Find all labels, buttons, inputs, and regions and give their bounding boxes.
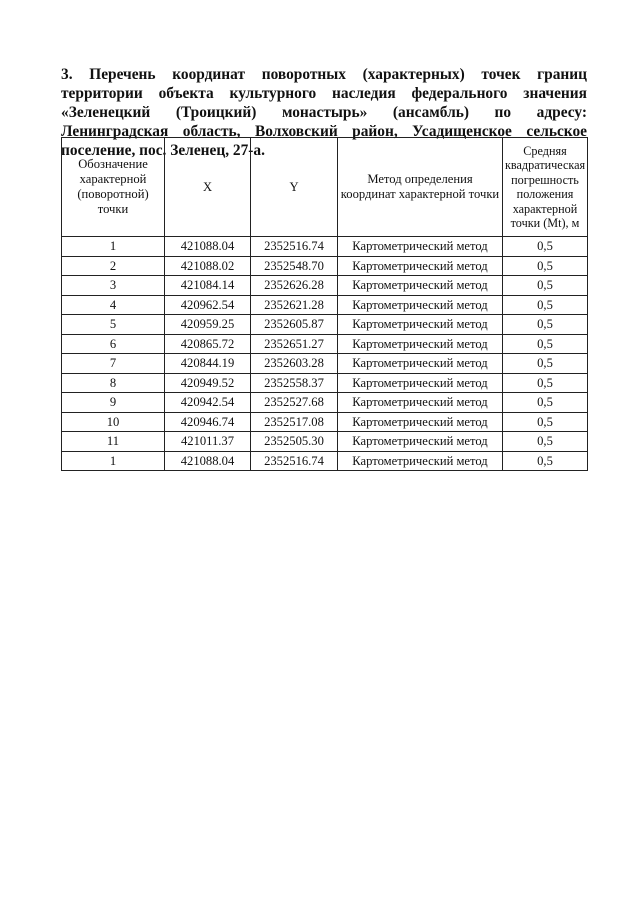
- cell-point: 1: [62, 451, 165, 471]
- table-row: [62, 432, 588, 452]
- table-row: [62, 256, 588, 276]
- cell-x: 421084.14: [165, 276, 251, 296]
- cell-point: 8: [62, 373, 165, 393]
- cell-point: 9: [62, 393, 165, 413]
- cell-error: 0,5: [503, 432, 588, 452]
- cell-method: Картометрический метод: [338, 354, 503, 374]
- cell-method: Картометрический метод: [338, 393, 503, 413]
- cell-error: 0,5: [503, 373, 588, 393]
- section-heading: 3. Перечень координат поворотных (характерных) точек границ территории объекта культурного наследия федерального значения «Зеленецкий (Троицкий) монастырь» (ансамбль) по адресу: Ленинградская область, Волховский район, Усадищенское сельское поселение, пос. Зеленец, 27-а.: [61, 66, 587, 160]
- cell-y: 2352605.87: [251, 315, 338, 335]
- table-row: [62, 354, 588, 374]
- table-row: [62, 276, 588, 296]
- cell-error: 0,5: [503, 393, 588, 413]
- cell-point: 5: [62, 315, 165, 335]
- cell-method: Картометрический метод: [338, 295, 503, 315]
- cell-error: 0,5: [503, 276, 588, 296]
- coordinates-table: [61, 137, 588, 471]
- table-row: [62, 334, 588, 354]
- cell-method: Картометрический метод: [338, 373, 503, 393]
- cell-x: 420865.72: [165, 334, 251, 354]
- cell-x: 421011.37: [165, 432, 251, 452]
- table-row: [62, 237, 588, 257]
- cell-point: 6: [62, 334, 165, 354]
- cell-y: 2352517.08: [251, 412, 338, 432]
- cell-method: Картометрический метод: [338, 334, 503, 354]
- cell-x: 420946.74: [165, 412, 251, 432]
- cell-y: 2352558.37: [251, 373, 338, 393]
- cell-x: 420942.54: [165, 393, 251, 413]
- cell-method: Картометрический метод: [338, 315, 503, 335]
- cell-error: 0,5: [503, 334, 588, 354]
- cell-y: 2352505.30: [251, 432, 338, 452]
- cell-y: 2352527.68: [251, 393, 338, 413]
- cell-error: 0,5: [503, 451, 588, 471]
- cell-error: 0,5: [503, 412, 588, 432]
- cell-x: 421088.02: [165, 256, 251, 276]
- cell-method: Картометрический метод: [338, 432, 503, 452]
- cell-point: 1: [62, 237, 165, 257]
- header-x: X: [165, 138, 251, 237]
- cell-y: 2352516.74: [251, 451, 338, 471]
- table-row: [62, 373, 588, 393]
- cell-x: 420949.52: [165, 373, 251, 393]
- cell-x: 421088.04: [165, 451, 251, 471]
- cell-y: 2352548.70: [251, 256, 338, 276]
- table-row: [62, 315, 588, 335]
- cell-error: 0,5: [503, 295, 588, 315]
- cell-error: 0,5: [503, 256, 588, 276]
- cell-point: 11: [62, 432, 165, 452]
- cell-y: 2352516.74: [251, 237, 338, 257]
- table-row: [62, 393, 588, 413]
- cell-error: 0,5: [503, 315, 588, 335]
- table-body: [62, 237, 588, 471]
- cell-x: 420962.54: [165, 295, 251, 315]
- cell-error: 0,5: [503, 354, 588, 374]
- header-method: Метод определения координат характерной точки: [338, 138, 503, 237]
- cell-method: Картометрический метод: [338, 276, 503, 296]
- cell-method: Картометрический метод: [338, 256, 503, 276]
- cell-y: 2352603.28: [251, 354, 338, 374]
- cell-point: 3: [62, 276, 165, 296]
- cell-y: 2352626.28: [251, 276, 338, 296]
- table-header-row: [62, 138, 588, 237]
- cell-point: 7: [62, 354, 165, 374]
- cell-method: Картометрический метод: [338, 412, 503, 432]
- cell-y: 2352651.27: [251, 334, 338, 354]
- cell-x: 420844.19: [165, 354, 251, 374]
- cell-point: 2: [62, 256, 165, 276]
- header-point: Обозначение характерной (поворотной) точки: [62, 138, 165, 237]
- table-row: [62, 451, 588, 471]
- cell-point: 10: [62, 412, 165, 432]
- cell-x: 421088.04: [165, 237, 251, 257]
- table-row: [62, 412, 588, 432]
- header-error: Средняя квадратическая погрешность положения характерной точки (Mt), м: [503, 138, 588, 237]
- cell-x: 420959.25: [165, 315, 251, 335]
- cell-method: Картометрический метод: [338, 451, 503, 471]
- cell-point: 4: [62, 295, 165, 315]
- header-y: Y: [251, 138, 338, 237]
- cell-error: 0,5: [503, 237, 588, 257]
- cell-method: Картометрический метод: [338, 237, 503, 257]
- cell-y: 2352621.28: [251, 295, 338, 315]
- table-row: [62, 295, 588, 315]
